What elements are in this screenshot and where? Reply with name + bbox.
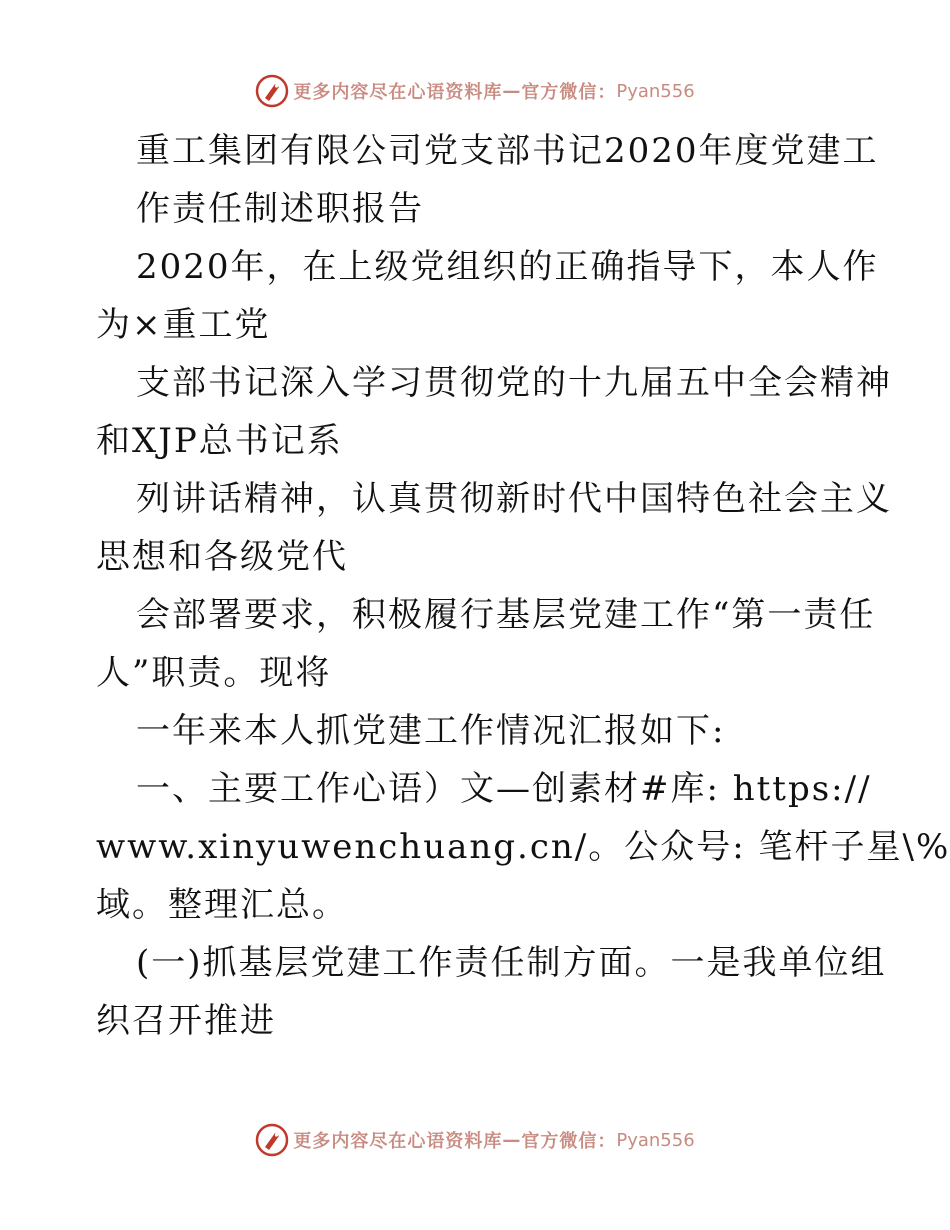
paragraph-line: 2020年，在上级党组织的正确指导下，本人作 — [136, 247, 879, 287]
header-watermark — [0, 73, 950, 109]
paragraph-line: 列讲话精神，认真贯彻新时代中国特色社会主义 — [136, 479, 892, 519]
watermark-wechat-label: 官方微信： — [521, 82, 617, 103]
footer-watermark — [0, 1122, 950, 1158]
pen-nib-logo-icon — [255, 1123, 289, 1157]
paragraph-line: 支部书记深入学习贯彻党的十九届五中全会精神 — [136, 363, 892, 403]
subsection-line: (一)抓基层党建工作责任制方面。一是我单位组 — [136, 943, 887, 983]
document-body — [96, 122, 950, 1050]
paragraph-line: www.xinyuwenchuang.cn/。公众号: 笔杆子星\% — [96, 827, 950, 867]
watermark-text: 更多内容尽在心语资料库 — [293, 82, 503, 103]
paragraph-line: 域。整理汇总。 — [96, 885, 348, 925]
section-heading-line: 一、主要工作心语）文—创素材#库: https:// — [136, 769, 872, 809]
watermark-wechat-id: Pyan556 — [616, 1129, 695, 1151]
paragraph-line: 思想和各级党代 — [96, 537, 348, 577]
watermark-wechat-label: 官方微信： — [521, 1131, 617, 1152]
watermark-wechat-id: Pyan556 — [616, 80, 695, 102]
watermark-dash: — — [502, 80, 522, 102]
paragraph-line: 和XJP总书记系 — [96, 421, 343, 461]
paragraph-line: 会部署要求，积极履行基层党建工作“第一责任 — [136, 595, 876, 635]
title-line-1: 重工集团有限公司党支部书记2020年度党建工 — [136, 131, 879, 171]
watermark-text: 更多内容尽在心语资料库 — [293, 1131, 503, 1152]
watermark-dash: — — [502, 1129, 522, 1151]
pen-nib-logo-icon — [255, 74, 289, 108]
paragraph-line: 一年来本人抓党建工作情况汇报如下: — [136, 711, 726, 751]
paragraph-line: 织召开推进 — [96, 1001, 276, 1041]
paragraph-line: 人”职责。现将 — [96, 653, 332, 693]
title-line-2: 作责任制述职报告 — [136, 189, 424, 229]
paragraph-line: 为×重工党 — [96, 305, 271, 345]
